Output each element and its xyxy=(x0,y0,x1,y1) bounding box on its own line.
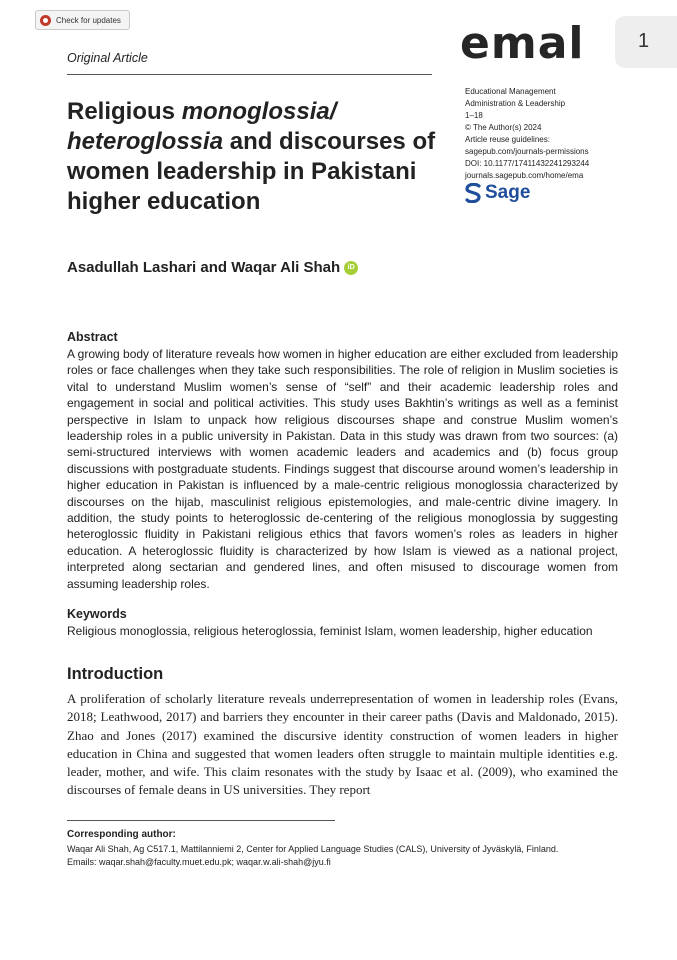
header-divider xyxy=(67,74,432,75)
corresponding-author-address: Waqar Ali Shah, Ag C517.1, Mattilanniemi 2, Center for Applied Language Studies (CALS), University of Jyväskylä, Finland. xyxy=(67,844,559,854)
publisher-logo xyxy=(465,182,530,204)
article-type: Original Article xyxy=(67,51,148,65)
meta-journal-line2: Administration & Leadership xyxy=(465,99,566,108)
page-number: 1 xyxy=(638,30,650,52)
journal-logo: emal xyxy=(460,18,585,69)
authors xyxy=(67,259,358,276)
title-part-1: Religious xyxy=(67,98,182,125)
keywords-text: Religious monoglossia, religious heteroglossia, feminist Islam, women leadership, higher education xyxy=(67,624,593,638)
meta-reuse-link[interactable]: sagepub.com/journals-permissions xyxy=(465,147,589,156)
corresponding-author-heading: Corresponding author: xyxy=(67,829,176,840)
title-italic: monoglossia/ heteroglossia xyxy=(67,98,337,155)
footnote-divider xyxy=(67,820,335,821)
abstract-heading: Abstract xyxy=(67,330,118,344)
meta-copyright: © The Author(s) 2024 xyxy=(465,123,542,132)
journal-meta xyxy=(465,86,665,182)
introduction-text: A proliferation of scholarly literature reveals underrepresentation of women in leadership roles (Evans, 2018; Leathwood, 2017) and barriers they encounter in their career paths (Davis and Maldonado, 2015). Zhao and Jones (2017) examined the discursive identity construction of women leaders in higher education in China and suggested that women leaders often struggle to maintain multiple identities e.g. leader, mother, and wife. This claim resonates with the study by Isaac et al. (2009), who examined the discourses of female deans in US universities. They report xyxy=(67,691,618,798)
meta-journal-line1: Educational Management xyxy=(465,87,556,96)
sage-s-icon xyxy=(465,183,481,203)
author-names: Asadullah Lashari and Waqar Ali Shah xyxy=(67,259,341,276)
update-check-icon xyxy=(40,15,51,26)
meta-doi[interactable]: DOI: 10.1177/17411432241293244 xyxy=(465,159,590,168)
check-for-updates-label: Check for updates xyxy=(56,15,121,25)
meta-pages: 1–18 xyxy=(465,111,483,120)
introduction-heading: Introduction xyxy=(67,665,164,683)
keywords-heading: Keywords xyxy=(67,607,127,621)
article-title xyxy=(67,97,442,217)
abstract-text: A growing body of literature reveals how women in higher education are either excluded from leadership roles or face challenges when they take such responsibilities. The role of religion in Muslim societies is vital to understand Muslim women’s sense of “self” and their academic leadership roles and engagement in social and political activities. This study uses Bakhtin’s writings as well as a feminist perspective in Islam to unpack how religious discourses shape and construe Muslim women’s leadership roles in a public university in Pakistan. Data in this study was drawn from two sources: (a) semi-structured interviews with women academic leaders and academics and (b) focus group discussions with postgraduate students. Findings suggest that discourse around women’s leadership in higher education in Pakistan is influenced by a male-centric religious monoglossia characterized by discourses on the hijab, masculinist religious epistemologies, and male-centric divine imagery. In addition, the study points to heteroglossic de-centering of the religious monoglossia by suggesting heteroglossic fluidity in Pakistani religious ethics that favors women’s roles as leaders in higher education. A heteroglossic fluidity is characterized by how Islam is viewed as a national project, interpreted along sectarian and gendered lines, and often misused to discourage women from assuming leadership roles. xyxy=(67,347,618,591)
title-part-2: and discourses of women leadership in Pakistani higher education xyxy=(67,128,436,215)
meta-reuse-label: Article reuse guidelines: xyxy=(465,135,550,144)
corresponding-author-emails[interactable]: Emails: waqar.shah@faculty.muet.edu.pk; waqar.w.ali-shah@jyu.fi xyxy=(67,857,331,867)
journal-logo-area xyxy=(460,20,677,68)
publisher-name: Sage xyxy=(485,182,531,203)
orcid-icon[interactable]: iD xyxy=(344,261,358,275)
meta-journal-link[interactable]: journals.sagepub.com/home/ema xyxy=(465,171,584,180)
check-for-updates-badge[interactable] xyxy=(35,10,130,30)
